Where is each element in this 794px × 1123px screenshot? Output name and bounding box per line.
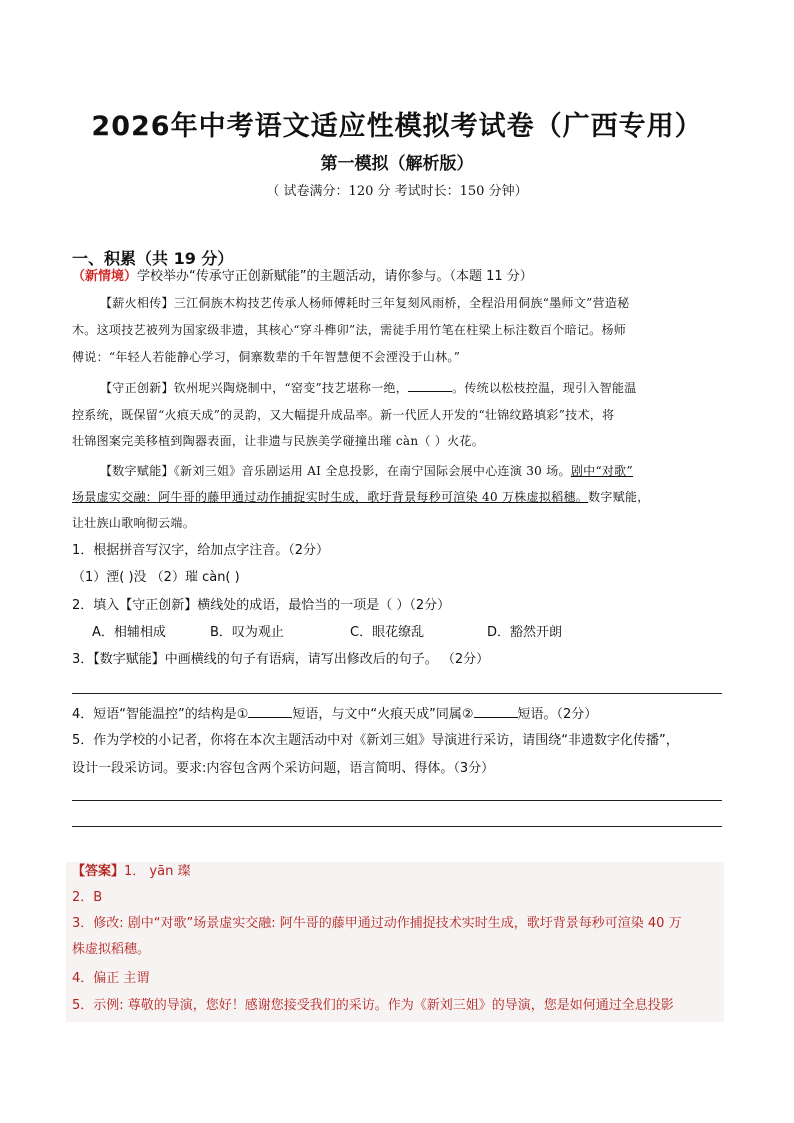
answer-line-q3[interactable] (72, 693, 722, 694)
passage-p3-line1-a: 【数字赋能】《新刘三姐》音乐剧运用 AI 全息投影，在南宁国际会展中心连演 30 场。 (100, 464, 571, 478)
passage-p1-line1: 【薪火相传】三江侗族木构技艺传承人杨师傅耗时三年复刻风雨桥，全程沿用侗族“墨师文”营造秘 (100, 296, 630, 310)
answer-line-q5-1[interactable] (72, 800, 722, 801)
intro-line (72, 267, 722, 287)
answer-3-line2: 株虚拟稻穗。 (72, 942, 151, 957)
passage-p1-line2: 木。这项技艺被列为国家级非遗，其核心“穿斗榫卯”法，需徒手用竹笔在柱梁上标注数百个暗记。杨师 (72, 323, 627, 337)
answer-1-text: 1． yān 璨 (124, 864, 191, 879)
passage-p3-line1 (100, 461, 722, 481)
intro-tag: （新情境） (72, 269, 138, 284)
answer-3-line1: 3．修改: 剧中“对歌”场景虚实交融: 阿牛哥的藤甲通过动作捕捉技术实时生成，歌圩背景每秒可渲染 40 万 (72, 916, 682, 931)
question-2: 2．填入【守正创新】横线处的成语，最恰当的一项是（ ）（2分） (72, 598, 451, 613)
answer-tag: 【答案】 (72, 864, 125, 879)
passage-p2-line1-b: 。传统以松枝控温，现引入智能温 (452, 381, 637, 395)
question-1-sub[interactable]: （1）湮( )没 （2）璀 càn( ) (72, 570, 240, 585)
idiom-blank[interactable] (408, 378, 452, 392)
question-1: 1．根据拼音写汉字，给加点字注音。（2分） (72, 543, 330, 558)
q4-blank-2[interactable] (474, 704, 518, 718)
question-5-line2: 设计一段采访词。要求:内容包含两个采访问题，语言简明、得体。（3分） (72, 761, 495, 776)
question-4-a: 4．短语“智能温控”的结构是① (72, 707, 249, 722)
passage-p2-line3: 壮锦图案完美移植到陶器表面，让非遗与民族美学碰撞出璀 càn（ ）火花。 (72, 434, 485, 448)
answer-2: 2．B (72, 890, 103, 905)
passage-p2-line1-a: 【守正创新】钦州坭兴陶烧制中，“窑变”技艺堪称一绝， (100, 381, 409, 395)
passage-p3-line2 (72, 487, 722, 507)
answer-1 (72, 862, 722, 882)
page-title: 2026年中考语文适应性模拟考试卷（广西专用） (91, 111, 703, 142)
option-a[interactable]: A．相辅相成 (92, 625, 166, 640)
answer-5: 5．示例: 尊敬的导演，您好！感谢您接受我们的采访。作为《新刘三姐》的导演，您是如何通过全息投影 (72, 998, 674, 1013)
intro-text: 学校举办“传承守正创新赋能”的主题活动，请你参与。（本题 11 分） (137, 269, 533, 284)
option-c[interactable]: C．眼花缭乱 (350, 625, 425, 640)
page-subtitle: 第一模拟（解析版） (320, 154, 474, 174)
option-d[interactable]: D．豁然开朗 (487, 625, 563, 640)
question-4-c: 短语。（2分） (517, 707, 598, 722)
passage-p3-line3: 让壮族山歌响彻云端。 (72, 516, 196, 530)
question-5-line1: 5．作为学校的小记者，你将在本次主题活动中对《新刘三姐》导演进行采访，请围绕“非遗数字化传播”， (72, 733, 679, 748)
question-4 (72, 704, 722, 725)
option-b[interactable]: B．叹为观止 (210, 625, 284, 640)
q4-blank-1[interactable] (248, 704, 292, 718)
question-4-b: 短语，与文中“火痕天成”同属② (292, 707, 474, 722)
faulty-sentence-part1: 剧中“对歌” (570, 464, 633, 478)
question-2-options (92, 623, 722, 643)
passage-p1-line3: 傅说：“年轻人若能静心学习，侗寨数辈的千年智慧便不会湮没于山林。” (72, 350, 461, 364)
passage-p2-line1 (100, 378, 722, 398)
question-3: 3．【数字赋能】中画横线的句子有语病，请写出修改后的句子。 （2分） (72, 652, 490, 667)
passage-p2-line2: 控系统，既保留“火痕天成”的灵韵，又大幅提升成品率。新一代匠人开发的“壮锦纹路填彩”技术，将 (72, 408, 615, 422)
answer-4: 4．偏正 主谓 (72, 971, 150, 986)
answer-line-q5-2[interactable] (72, 826, 722, 827)
section-title: 一、积累（共 19 分） (72, 249, 234, 268)
exam-meta: （ 试卷满分：120 分 考试时长：150 分钟） (266, 184, 528, 199)
passage-p3-line2-b: 数字赋能， (588, 490, 650, 504)
faulty-sentence-part2: 场景虚实交融：阿牛哥的藤甲通过动作捕捉实时生成，歌圩背景每秒可渲染 40 万株虚拟稻穗。 (72, 490, 589, 504)
